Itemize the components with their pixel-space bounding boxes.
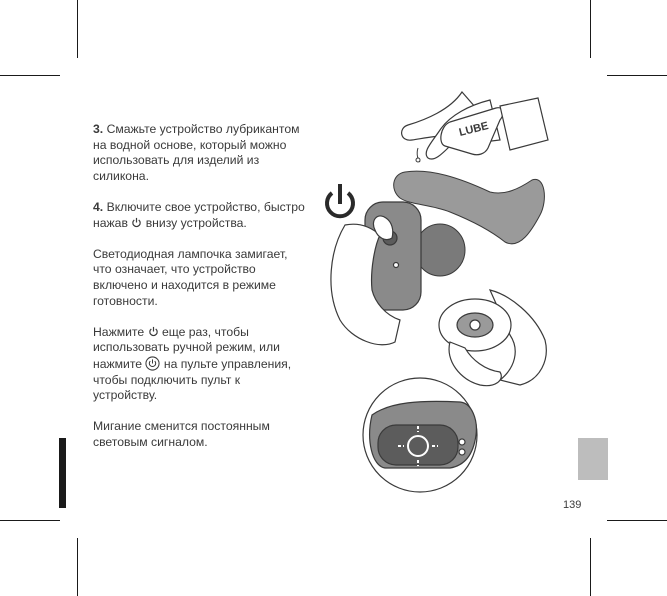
step-text: Смажьте устройство лубрикантом на водной основе, который можно использовать для изделий из силикона. bbox=[93, 122, 300, 183]
led-paragraph: Светодиодная лампочка замигает, что означает, что устройство включено и находится в режиме готовности. bbox=[93, 246, 288, 308]
crop-mark bbox=[77, 538, 78, 596]
instructions-column bbox=[93, 122, 305, 466]
power-icon bbox=[131, 217, 142, 228]
crop-mark bbox=[0, 520, 60, 521]
step-number: 4. bbox=[93, 199, 104, 214]
blink-paragraph: Мигание сменится постоянным световым сигналом. bbox=[93, 419, 270, 449]
press-text: Нажмите bbox=[93, 324, 145, 339]
page-number: 139 bbox=[563, 499, 582, 511]
step-4 bbox=[93, 200, 305, 231]
crop-mark bbox=[607, 75, 667, 76]
crop-mark bbox=[590, 0, 591, 58]
step-number: 3. bbox=[93, 122, 104, 136]
illustration-svg bbox=[300, 80, 600, 500]
crop-mark bbox=[0, 75, 60, 76]
power-icon bbox=[148, 326, 159, 337]
power-icon bbox=[327, 184, 353, 216]
crop-mark bbox=[77, 0, 78, 58]
lube-label: LUBE bbox=[457, 120, 490, 139]
step-text: внизу устройства. bbox=[145, 215, 247, 230]
press-paragraph bbox=[93, 325, 305, 404]
step-3 bbox=[93, 122, 305, 184]
side-bar bbox=[59, 438, 66, 508]
press-text: еще раз, чтобы использовать ручной режим, или нажмите bbox=[93, 324, 280, 371]
illustration bbox=[300, 80, 600, 500]
crop-mark bbox=[590, 538, 591, 596]
press-text: на пульте управления, чтобы подключить пульт к устройству. bbox=[93, 356, 292, 403]
step-text: Включите свое устройство, быстро нажав bbox=[93, 199, 305, 230]
crop-mark bbox=[607, 520, 667, 521]
power-circle-icon bbox=[145, 356, 160, 371]
